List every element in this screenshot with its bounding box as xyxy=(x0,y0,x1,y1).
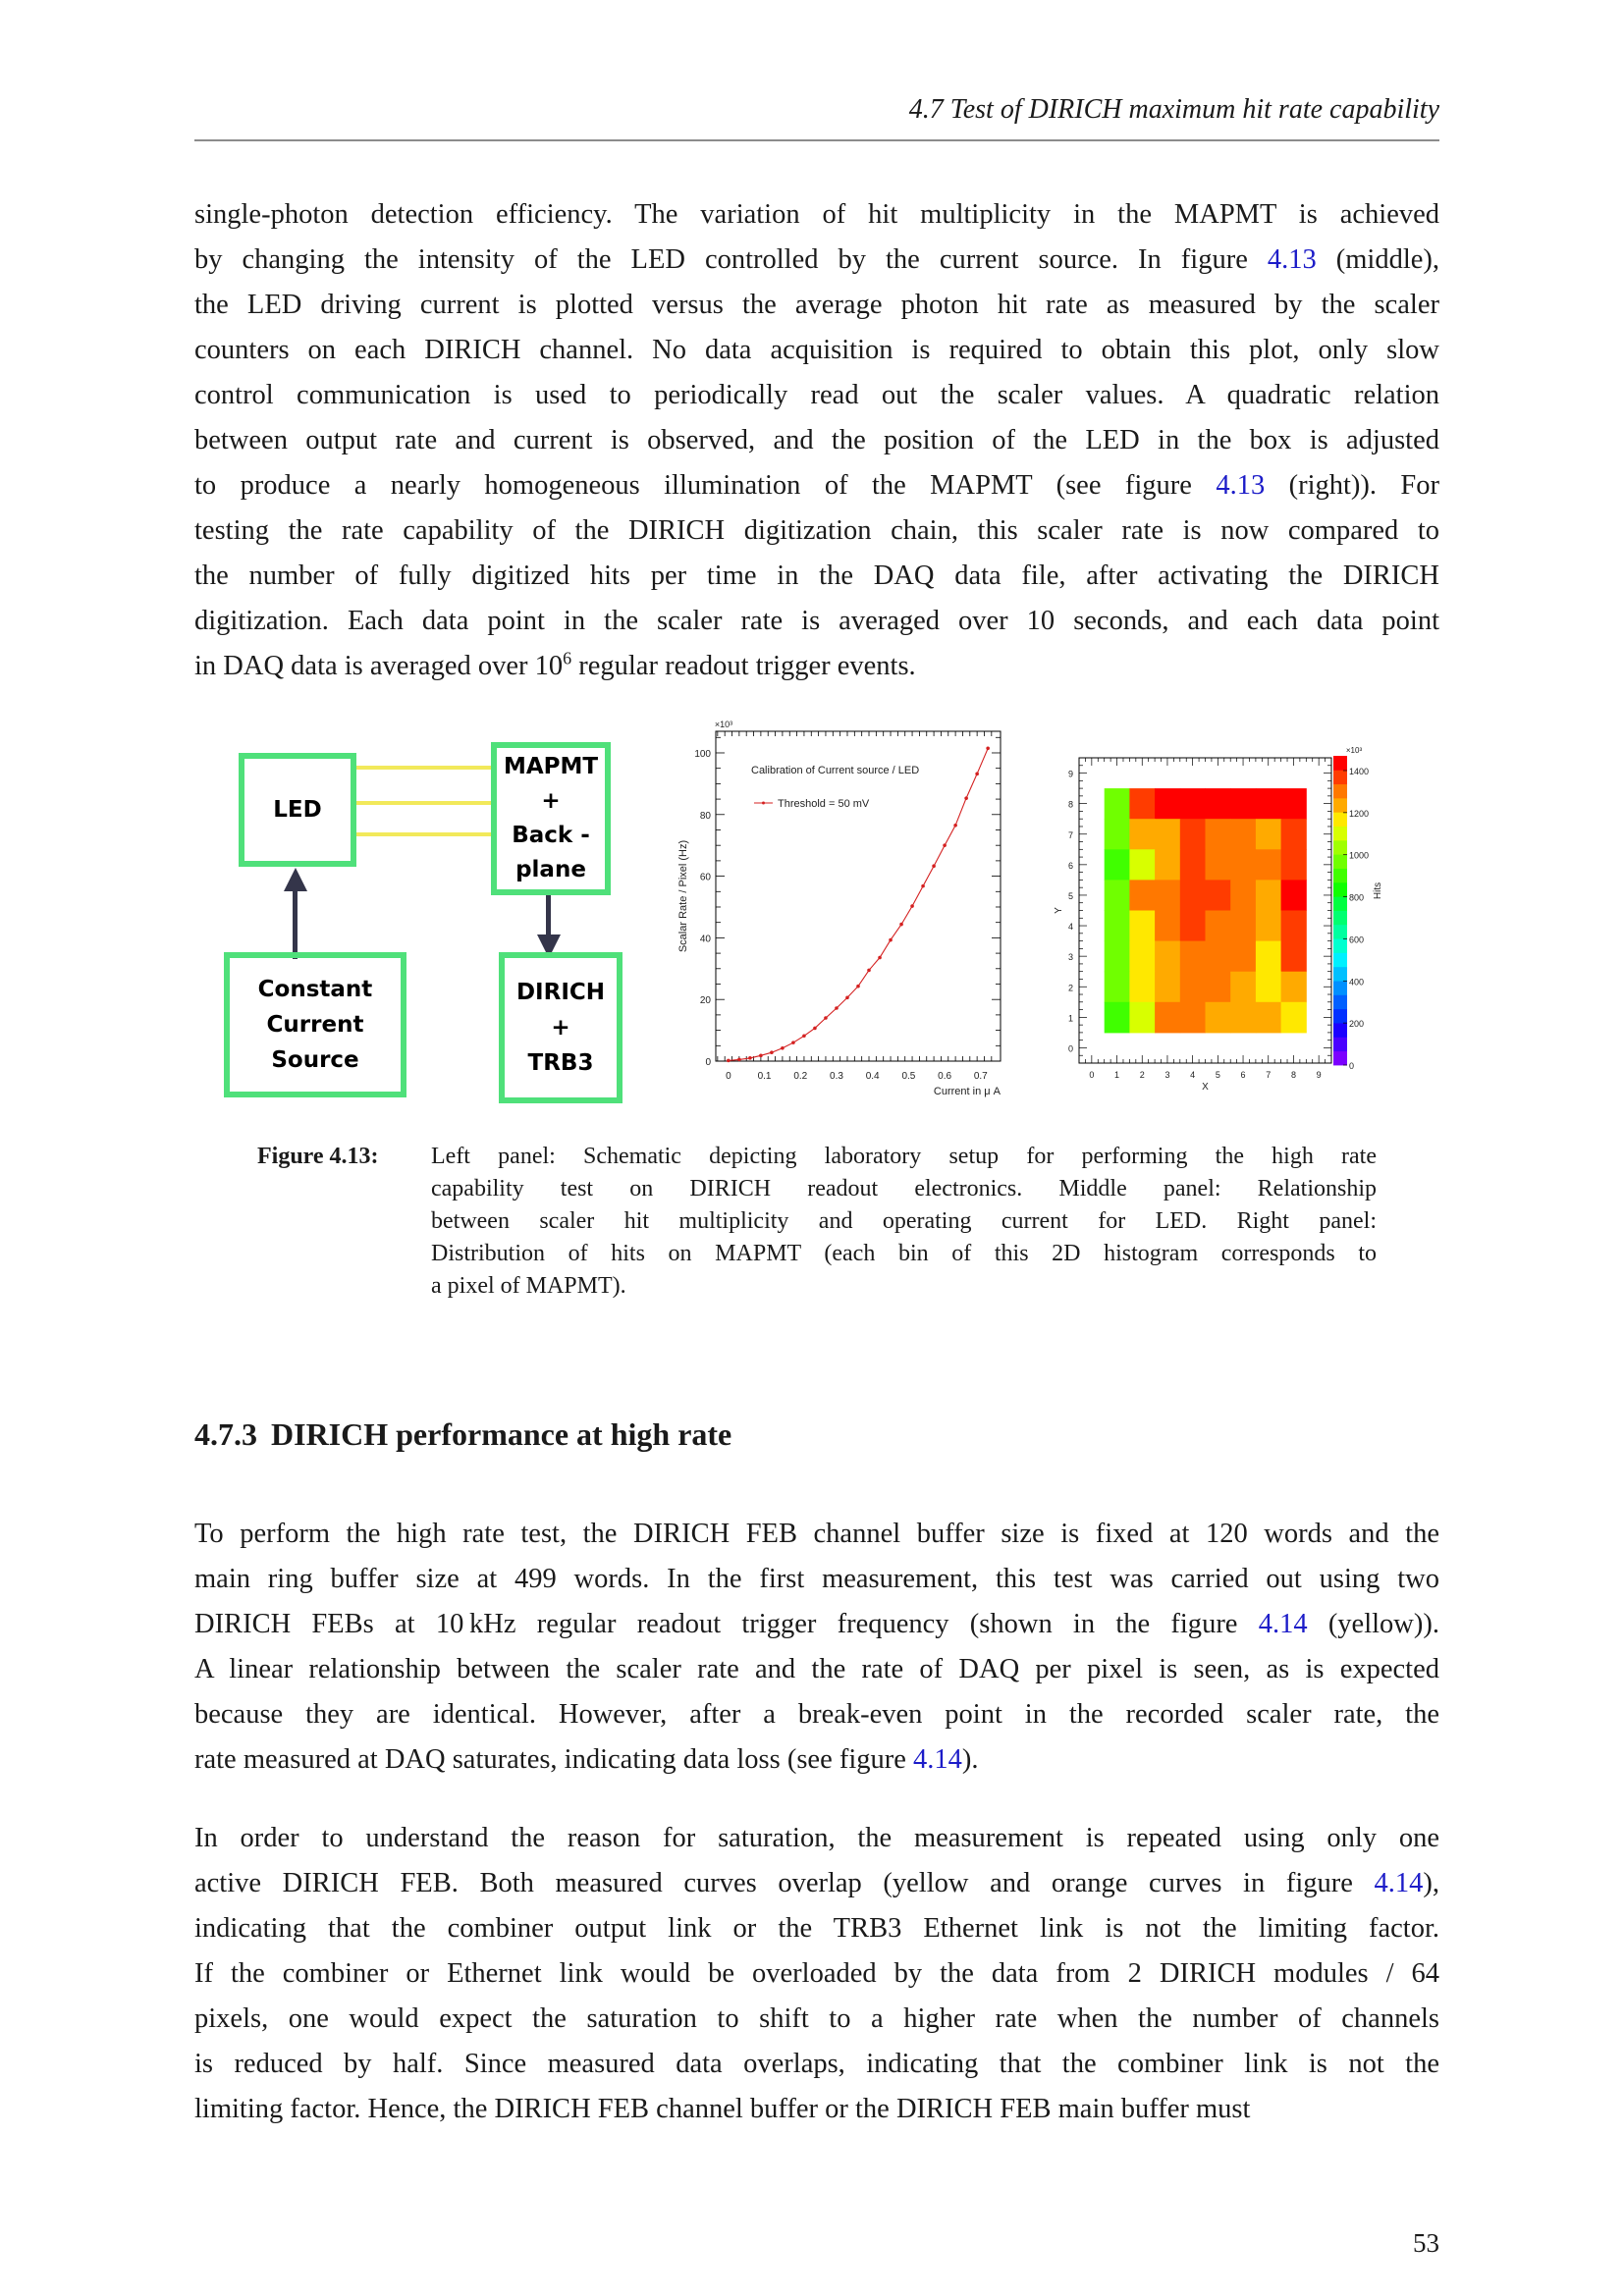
x-tick-label: 0 xyxy=(726,1071,731,1082)
mapmt-label-line: plane xyxy=(515,857,586,882)
colorbar-segment xyxy=(1333,1009,1347,1024)
y-tick-label: 5 xyxy=(1067,890,1073,901)
colorbar-tick-label: 1200 xyxy=(1349,808,1370,819)
data-point xyxy=(856,985,860,988)
y-tick-label: 0 xyxy=(705,1057,711,1068)
heatmap-cell xyxy=(1155,849,1180,881)
heatmap-cell xyxy=(1105,819,1130,850)
x-tick-label: 1 xyxy=(1114,1070,1120,1080)
text-line: DIRICH FEBs at 10 kHz regular readout trigger frequency (shown in the figure 4.14 (yellow)). xyxy=(194,1609,1439,1639)
heatmap-cell xyxy=(1129,941,1155,973)
calibration-line-chart xyxy=(668,707,1031,1119)
y-tick-label: 8 xyxy=(1067,799,1073,810)
arrow-up-icon xyxy=(284,868,307,891)
data-point xyxy=(770,1050,774,1054)
data-point xyxy=(748,1056,752,1060)
text-line: digitization. Each data point in the scaler rate is averaged over 10 seconds, and each data point xyxy=(194,606,1439,636)
hit-distribution-heatmap xyxy=(1041,726,1414,1119)
heatmap-cell xyxy=(1180,880,1206,911)
heatmap-cell xyxy=(1256,880,1281,911)
colorbar-tick-label: 400 xyxy=(1349,977,1365,988)
colorbar-segment xyxy=(1333,827,1347,841)
heatmap-cell xyxy=(1230,880,1256,911)
y-tick-label: 80 xyxy=(699,810,711,822)
colorbar-segment xyxy=(1333,1023,1347,1038)
y-tick-label: 40 xyxy=(699,934,711,945)
data-point xyxy=(867,969,871,973)
heatmap-cell xyxy=(1129,849,1155,881)
colorbar-segment xyxy=(1333,812,1347,827)
text-line: in DAQ data is averaged over $10^6$ regular readout trigger events. xyxy=(194,648,916,681)
text-line: control communication is used to periodically read out the scaler values. A quadratic relation xyxy=(194,380,1439,410)
colorbar-segment xyxy=(1333,1037,1347,1051)
light-beam xyxy=(356,832,494,836)
paragraph-intro xyxy=(194,192,1439,689)
page-number: 53 xyxy=(1413,2228,1439,2258)
section-number: 4.7.3 xyxy=(194,1416,257,1452)
series-line xyxy=(729,748,988,1060)
text-line: is reduced by half. Since measured data overlaps, indicating that the combiner link is not the xyxy=(194,2049,1439,2079)
text-line: If the combiner or Ethernet link would be overloaded by the data from 2 DIRICH modules / 64 xyxy=(194,1958,1439,1989)
colorbar-segment xyxy=(1333,994,1347,1009)
figure-reference-link[interactable]: 4.14 xyxy=(1374,1868,1424,1898)
caption-line: Left panel: Schematic depicting laboratory setup for performing the high rate xyxy=(431,1144,1377,1169)
x-tick-label: 0.3 xyxy=(830,1071,843,1082)
x-tick-label: 0.2 xyxy=(793,1071,808,1082)
x-tick-label: 7 xyxy=(1266,1070,1272,1080)
source-label-line: Current xyxy=(266,1012,364,1038)
data-point xyxy=(932,864,936,868)
y-tick-label: 2 xyxy=(1067,983,1073,993)
x-tick-label: 0.4 xyxy=(865,1071,880,1082)
heatmap-cell xyxy=(1180,849,1206,881)
heatmap-cell xyxy=(1281,819,1307,850)
heatmap-cell xyxy=(1180,788,1206,820)
heatmap-cell xyxy=(1180,911,1206,942)
text-line: indicating that the combiner output link or the TRB3 Ethernet link is not the limiting factor. xyxy=(194,1913,1439,1944)
data-point xyxy=(986,746,990,750)
y-tick-label: 7 xyxy=(1067,829,1073,840)
y-tick-label: 60 xyxy=(699,872,711,883)
text-line: testing the rate capability of the DIRICH digitization chain, this scaler rate is now compared to xyxy=(194,515,1439,546)
caption-line: Distribution of hits on MAPMT (each bin of this 2D histogram corresponds to xyxy=(431,1241,1377,1266)
data-point xyxy=(953,824,957,828)
figure-reference-link[interactable]: 4.13 xyxy=(1267,244,1317,275)
text-line: To perform the high rate test, the DIRICH FEB channel buffer size is fixed at 120 words and the xyxy=(194,1519,1439,1549)
y-tick-label: 100 xyxy=(694,748,711,760)
heatmap-cell xyxy=(1155,819,1180,850)
caption-line: a pixel of MAPMT). xyxy=(431,1273,626,1299)
plot-frame xyxy=(716,731,1001,1061)
heatmap-cell xyxy=(1180,941,1206,973)
data-point xyxy=(975,773,979,776)
data-point xyxy=(889,938,893,942)
heatmap-cell xyxy=(1256,941,1281,973)
heatmap-cell xyxy=(1180,819,1206,850)
mapmt-backplane-box xyxy=(491,742,611,895)
data-point xyxy=(964,796,968,800)
heatmap-cell xyxy=(1281,911,1307,942)
colorbar-segment xyxy=(1333,882,1347,897)
y-tick-label: 4 xyxy=(1067,922,1073,933)
data-point xyxy=(910,904,914,908)
caption-line: between scaler hit multiplicity and operating current for LED. Right panel: xyxy=(431,1208,1377,1234)
data-point xyxy=(845,996,849,1000)
data-point xyxy=(759,1054,763,1058)
text-line: main ring buffer size at 499 words. In the first measurement, this test was carried out using two xyxy=(194,1564,1439,1594)
heatmap-cell xyxy=(1105,788,1130,820)
heatmap-cell xyxy=(1105,941,1130,973)
heatmap-cell xyxy=(1180,972,1206,1003)
paragraph-saturation-analysis xyxy=(194,1816,1439,2132)
heatmap-cell xyxy=(1155,972,1180,1003)
light-beam xyxy=(356,801,492,805)
y-tick-label: 0 xyxy=(1067,1043,1073,1054)
heatmap-cell xyxy=(1105,911,1130,942)
text-line: rate measured at DAQ saturates, indicating data loss (see figure 4.14). xyxy=(194,1744,979,1775)
mapmt-label-line: Back - xyxy=(512,823,590,848)
heatmap-cell xyxy=(1206,788,1231,820)
heatmap-cell xyxy=(1129,819,1155,850)
colorbar-tick-label: 600 xyxy=(1349,934,1365,945)
dirich-label-line: + xyxy=(551,1015,570,1041)
colorbar-segment xyxy=(1333,854,1347,869)
x-tick-label: 0.1 xyxy=(757,1071,772,1082)
x-tick-label: 0 xyxy=(1089,1070,1095,1080)
heatmap-cell xyxy=(1256,849,1281,881)
caption-label: Figure 4.13: xyxy=(257,1144,379,1169)
heatmap-cell xyxy=(1206,972,1231,1003)
colorbar-segment xyxy=(1333,798,1347,813)
colorbar-tick-label: 800 xyxy=(1349,892,1365,903)
superscript: 6 xyxy=(563,648,572,668)
legend-marker xyxy=(762,802,765,805)
y-axis-label: Scalar Rate / Pixel (Hz) xyxy=(677,839,689,953)
heatmap-cell xyxy=(1129,1002,1155,1034)
heatmap-cell xyxy=(1105,849,1130,881)
colorbar-segment xyxy=(1333,925,1347,939)
colorbar-tick-label: 200 xyxy=(1349,1019,1365,1030)
data-point xyxy=(899,923,903,927)
mapmt-label-line: + xyxy=(541,788,561,814)
heatmap-cell xyxy=(1281,788,1307,820)
y-multiplier-label: ×10³ xyxy=(714,720,733,729)
legend-label: Threshold = 50 mV xyxy=(778,798,870,810)
dirich-label-line: DIRICH xyxy=(515,980,606,1005)
caption-line: capability test on DIRICH readout electronics. Middle panel: Relationship xyxy=(431,1176,1377,1201)
text-line: by changing the intensity of the LED controlled by the current source. In figure 4.13 (middle), xyxy=(194,244,1440,275)
heatmap-cell xyxy=(1206,880,1231,911)
x-tick-label: 5 xyxy=(1215,1070,1220,1080)
source-label-line: Constant xyxy=(257,977,373,1002)
heatmap-cell xyxy=(1230,1002,1256,1034)
colorbar-segment xyxy=(1333,1051,1347,1066)
heatmap-cell xyxy=(1230,849,1256,881)
figure-reference-link[interactable]: 4.13 xyxy=(1216,470,1266,501)
data-point xyxy=(781,1046,785,1050)
heatmap-cell xyxy=(1206,1002,1231,1034)
figure-reference-link[interactable]: 4.14 xyxy=(913,1744,962,1775)
text-line: the number of fully digitized hits per time in the DAQ data file, after activating the DIRICH xyxy=(194,561,1439,591)
heatmap-cell xyxy=(1129,972,1155,1003)
colorbar-tick-label: 1000 xyxy=(1349,850,1370,861)
colorbar-tick-label: 0 xyxy=(1349,1061,1355,1071)
colorbar-segment xyxy=(1333,784,1347,799)
heatmap-cell xyxy=(1129,880,1155,911)
colorbar-segment xyxy=(1333,911,1347,926)
y-tick-label: 6 xyxy=(1067,860,1073,871)
text-line: single-photon detection efficiency. The variation of hit multiplicity in the MAPMT is achieved xyxy=(194,199,1439,230)
heatmap-cell xyxy=(1281,849,1307,881)
heatmap-cell xyxy=(1155,911,1180,942)
x-axis-label: X xyxy=(1202,1082,1209,1093)
x-tick-label: 0.5 xyxy=(901,1071,916,1082)
led-label: LED xyxy=(273,797,322,823)
x-tick-label: 3 xyxy=(1164,1070,1170,1080)
colorbar-segment xyxy=(1333,896,1347,911)
y-tick-label: 3 xyxy=(1067,952,1073,963)
caption-text xyxy=(431,1141,1377,1303)
heatmap-cell xyxy=(1206,819,1231,850)
colorbar-segment xyxy=(1333,981,1347,995)
y-tick-label: 1 xyxy=(1067,1013,1073,1024)
colorbar-label: Hits xyxy=(1373,881,1383,900)
heatmap-cell xyxy=(1206,849,1231,881)
x-tick-label: 6 xyxy=(1240,1070,1246,1080)
heatmap-cell xyxy=(1105,880,1130,911)
data-point xyxy=(921,884,925,888)
data-point xyxy=(727,1059,731,1063)
text-line: between output rate and current is observed, and the position of the LED in the box is adjusted xyxy=(194,425,1439,455)
data-point xyxy=(943,843,947,847)
heatmap-cell xyxy=(1230,911,1256,942)
text-line: In order to understand the reason for saturation, the measurement is repeated using only one xyxy=(194,1823,1439,1853)
heatmap-cell xyxy=(1105,972,1130,1003)
x-axis-label: Current in μ A xyxy=(933,1086,1001,1097)
x-tick-label: 0.6 xyxy=(938,1071,952,1082)
x-tick-label: 8 xyxy=(1290,1070,1296,1080)
heatmap-cell xyxy=(1155,941,1180,973)
heatmap-cell xyxy=(1105,1002,1130,1034)
data-point xyxy=(878,956,882,960)
heatmap-cell xyxy=(1230,972,1256,1003)
heatmap-cell xyxy=(1256,819,1281,850)
figure-schematic xyxy=(224,738,636,1121)
colorbar-segment xyxy=(1333,869,1347,883)
dirich-trb3-box xyxy=(499,952,623,1103)
text-line: counters on each DIRICH channel. No data acquisition is required to obtain this plot, only slow xyxy=(194,335,1439,365)
data-point xyxy=(737,1058,741,1062)
led-box xyxy=(239,753,356,867)
heatmap-cell xyxy=(1256,911,1281,942)
light-beam xyxy=(356,766,492,770)
mapmt-label-line: MAPMT xyxy=(503,754,599,779)
heatmap-cell xyxy=(1129,788,1155,820)
x-tick-label: 2 xyxy=(1139,1070,1145,1080)
colorbar-segment xyxy=(1333,770,1347,784)
y-tick-label: 9 xyxy=(1067,769,1073,779)
section-heading xyxy=(194,1416,731,1453)
heatmap-cell xyxy=(1230,819,1256,850)
heatmap-cell xyxy=(1206,911,1231,942)
text-line: active DIRICH FEB. Both measured curves overlap (yellow and orange curves in figure 4.14), xyxy=(194,1868,1439,1898)
heatmap-cell xyxy=(1281,972,1307,1003)
text-line: A linear relationship between the scaler rate and the rate of DAQ per pixel is seen, as is expected xyxy=(194,1654,1439,1684)
figure-reference-link[interactable]: 4.14 xyxy=(1258,1609,1308,1639)
text-line: the LED driving current is plotted versus the average photon hit rate as measured by the scaler xyxy=(194,290,1439,320)
arrow-source-to-led xyxy=(293,890,298,959)
data-point xyxy=(791,1041,795,1044)
paragraph-high-rate-test xyxy=(194,1512,1439,1783)
data-point xyxy=(835,1006,839,1010)
text-line: limiting factor. Hence, the DIRICH FEB channel buffer or the DIRICH FEB main buffer must xyxy=(194,2094,1251,2124)
heatmap-cell xyxy=(1281,941,1307,973)
colorbar-segment xyxy=(1333,952,1347,967)
heatmap-cell xyxy=(1230,941,1256,973)
source-label-line: Source xyxy=(271,1047,359,1073)
heatmap-cell xyxy=(1281,880,1307,911)
dirich-label-line: TRB3 xyxy=(527,1050,594,1076)
current-source-box xyxy=(224,952,406,1097)
data-point xyxy=(802,1034,806,1038)
x-tick-label: 9 xyxy=(1316,1070,1322,1080)
z-multiplier-label: ×10³ xyxy=(1345,746,1363,755)
colorbar-tick-label: 1400 xyxy=(1349,767,1370,776)
heatmap-cell xyxy=(1281,1002,1307,1034)
heatmap-cell xyxy=(1206,941,1231,973)
colorbar-segment xyxy=(1333,840,1347,855)
text-line: because they are identical. However, after a break-even point in the recorded scaler rate, the xyxy=(194,1699,1439,1730)
y-tick-label: 20 xyxy=(699,995,711,1007)
heatmap-cell xyxy=(1256,788,1281,820)
heatmap-cell xyxy=(1256,972,1281,1003)
running-header-title: 4.7 Test of DIRICH maximum hit rate capability xyxy=(908,94,1439,125)
data-point xyxy=(824,1016,828,1020)
header-rule xyxy=(194,139,1439,141)
heatmap-cell xyxy=(1155,880,1180,911)
text-line: pixels, one would expect the saturation to shift to a higher rate when the number of channels xyxy=(194,2003,1439,2034)
section-title-text: DIRICH performance at high rate xyxy=(271,1416,732,1452)
colorbar-segment xyxy=(1333,967,1347,982)
heatmap-cell xyxy=(1180,1002,1206,1034)
heatmap-cell xyxy=(1129,911,1155,942)
colorbar-segment xyxy=(1333,938,1347,953)
text-line: to produce a nearly homogeneous illumination of the MAPMT (see figure 4.13 (right)). For xyxy=(194,470,1439,501)
x-tick-label: 0.7 xyxy=(973,1071,988,1082)
chart-title: Calibration of Current source / LED xyxy=(751,765,920,776)
data-point xyxy=(813,1027,817,1031)
heatmap-cell xyxy=(1155,788,1180,820)
y-axis-label: Y xyxy=(1054,907,1064,914)
heatmap-cell xyxy=(1230,788,1256,820)
heatmap-cell xyxy=(1155,1002,1180,1034)
heatmap-cell xyxy=(1256,1002,1281,1034)
colorbar-segment xyxy=(1333,756,1347,771)
x-tick-label: 4 xyxy=(1190,1070,1196,1080)
